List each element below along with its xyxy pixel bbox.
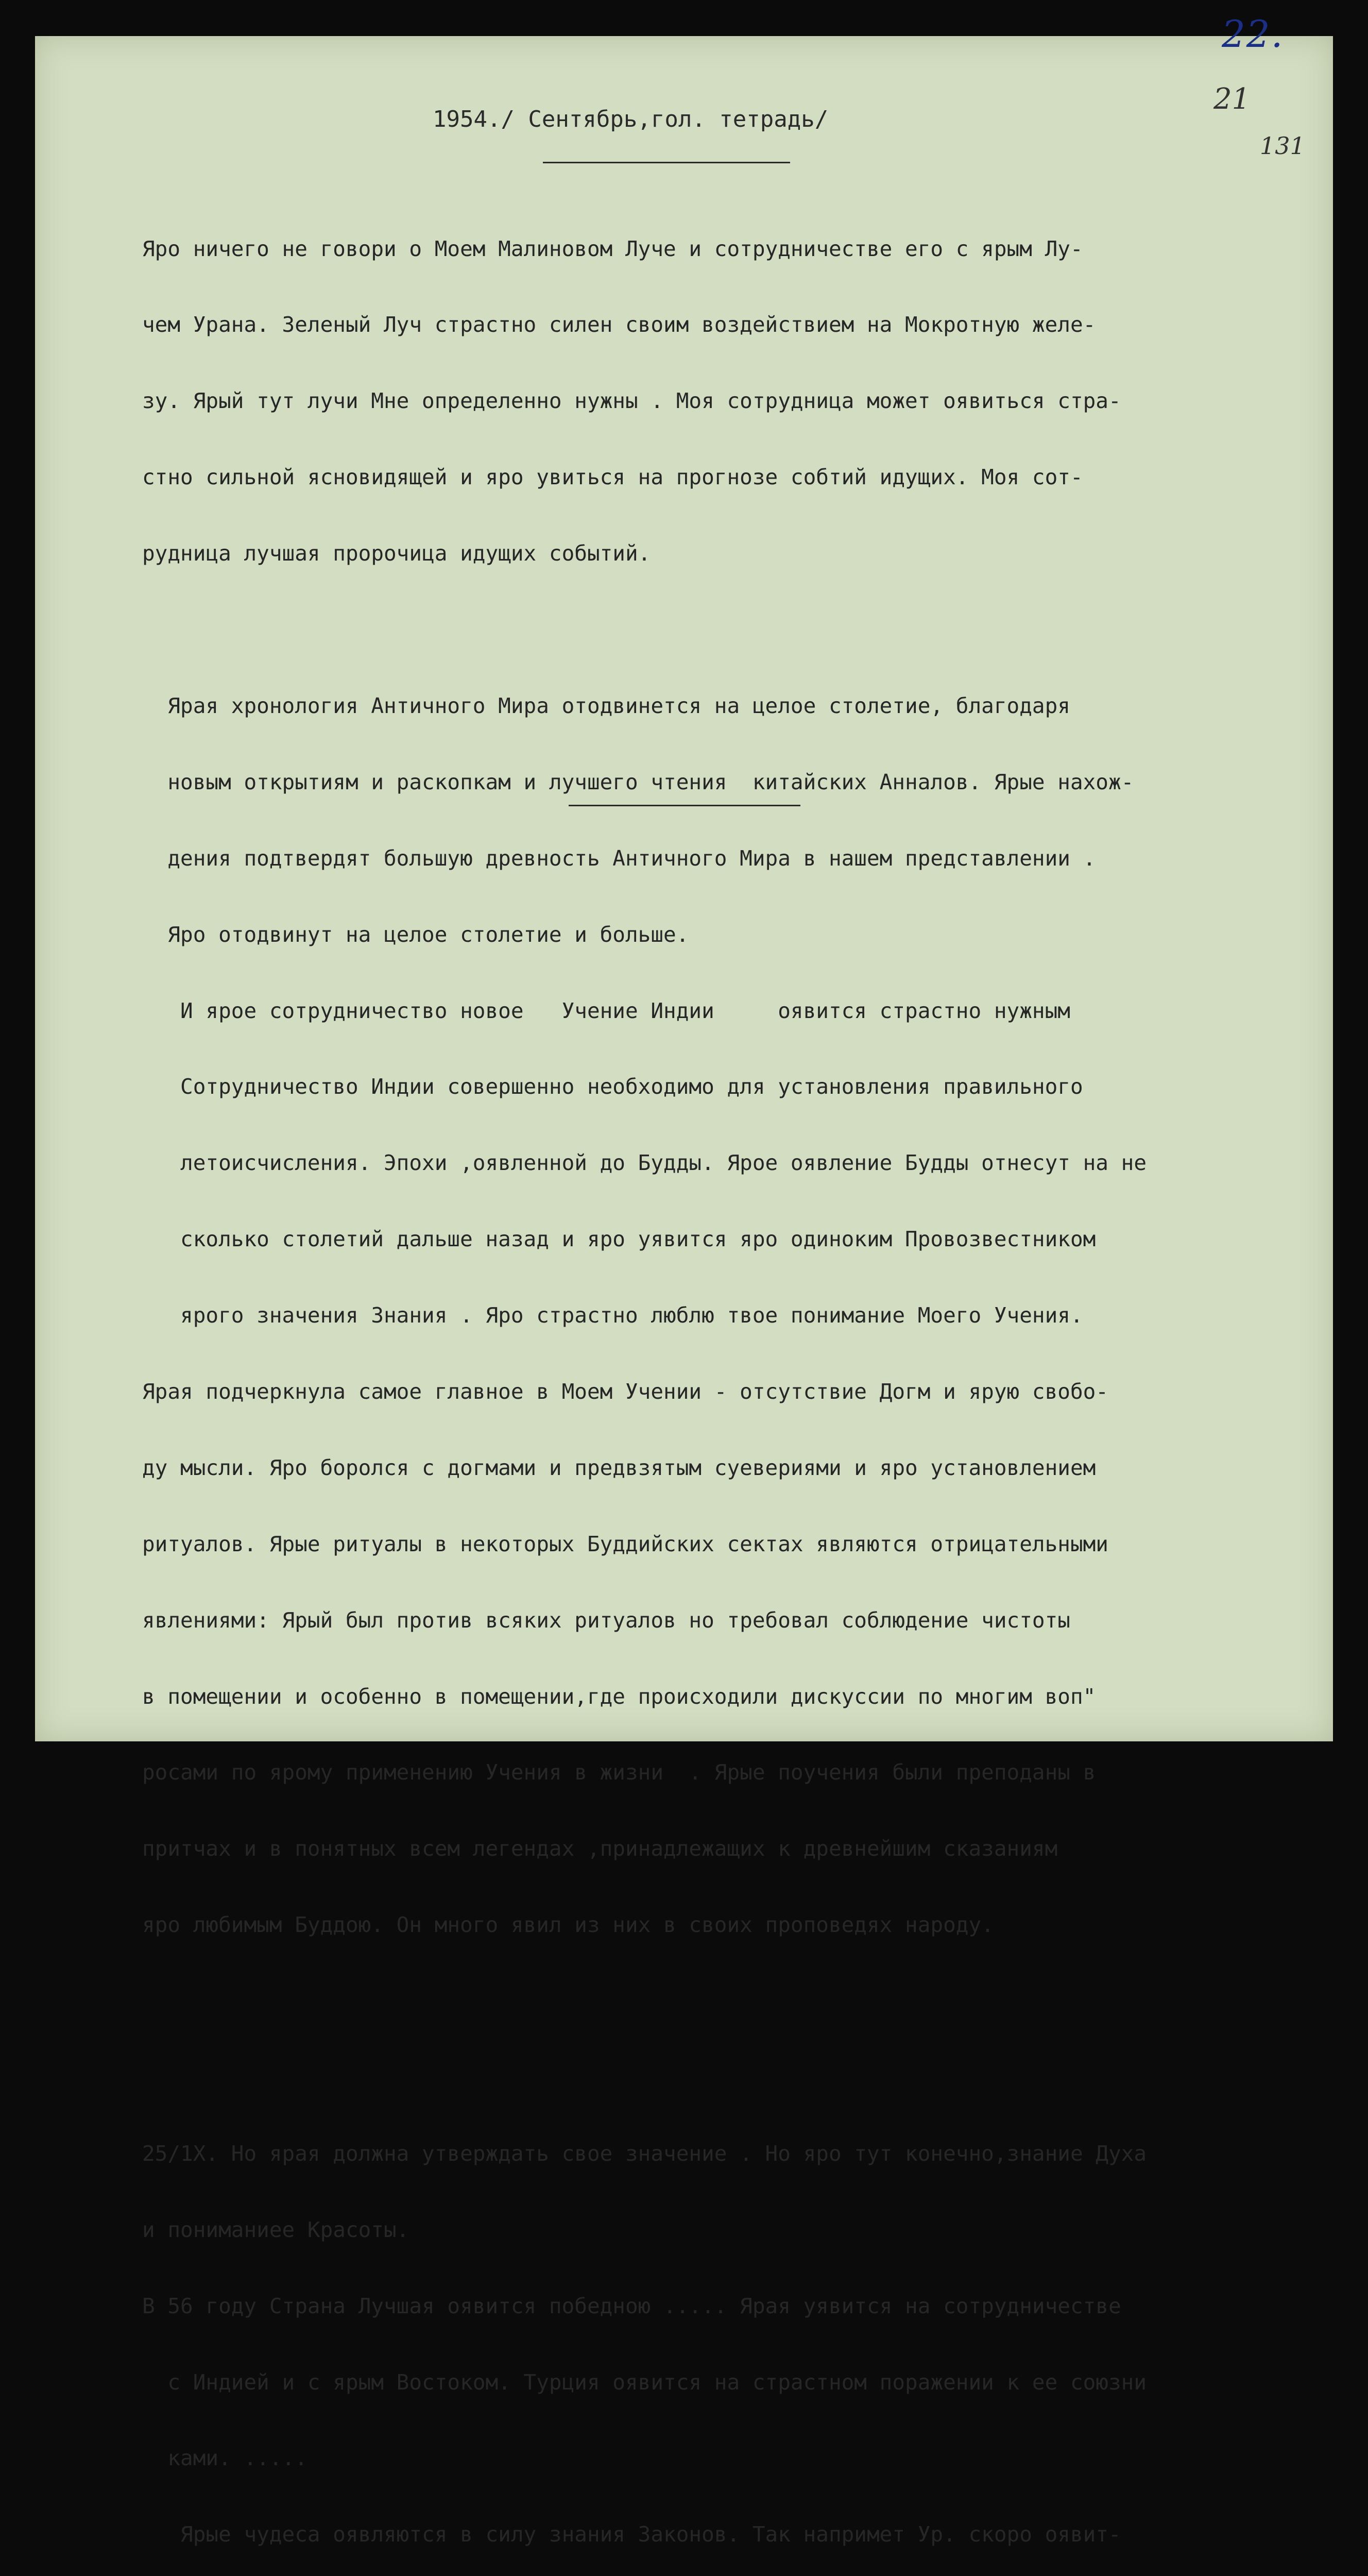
- text-line: росами по ярому применению Учения в жизни . Ярые поучения были преподаны в: [142, 1760, 1096, 1785]
- title-underline: [543, 162, 790, 163]
- text-line: зу. Ярый тут лучи Мне определенно нужны . Моя сотрудница может оявиться стра-: [142, 388, 1121, 414]
- text-line: Ярые чудеса оявляются в силу знания Законов. Так напримет Ур. скоро оявит-: [142, 2522, 1121, 2547]
- text-line: ду мысли. Яро боролся с догмами и предвзятым суевериями и яро установлением: [142, 1455, 1096, 1480]
- text-line: рудница лучшая пророчица идущих событий.: [142, 541, 651, 566]
- archive-number: 131: [1260, 132, 1305, 160]
- text-line: явлениями: Ярый был против всяких ритуалов но требовал соблюдение чистоты: [142, 1607, 1070, 1633]
- old-page-number: 21: [1213, 82, 1251, 116]
- page-title: 1954./ Сентябрь,гол. тетрадь/: [433, 106, 829, 132]
- text-line: сколько столетий дальше назад и яро уявится яро одиноким Провозвестником: [142, 1227, 1096, 1252]
- text-line: Сотрудничество Индии совершенно необходимо для установления правильного: [142, 1074, 1083, 1099]
- text-line: 25/1Х. Но ярая должна утверждать свое значение . Но яро тут конечно,знание Духа: [142, 2141, 1147, 2166]
- text-line: ярого значения Знания . Яро страстно люблю твое понимание Моего Учения.: [142, 1303, 1083, 1328]
- text-line: И ярое сотрудничество новое Учение Индии оявится страстно нужным: [142, 998, 1070, 1023]
- text-line: Ярая подчеркнула самое главное в Моем Учении - отсутствие Догм и ярую свобо-: [142, 1379, 1108, 1404]
- text-line: [142, 2065, 1332, 2090]
- text-line: Ярая хронология Античного Мира отодвинется на целое столетие, благодаря: [142, 693, 1070, 718]
- text-line: и пониманиее Красоты.: [142, 2217, 409, 2242]
- text-line: дения подтвердят большую древность Античного Мира в нашем представлении .: [142, 845, 1096, 871]
- page-number: 22.: [1222, 12, 1284, 56]
- text-line: в помещении и особенно в помещении,где происходили дискуссии по многим воп": [142, 1684, 1096, 1709]
- text-line: ками. .....: [142, 2446, 307, 2471]
- text-line: В 56 году Страна Лучшая оявится победною ..... Ярая уявится на сотрудничестве: [142, 2293, 1121, 2318]
- text-line: новым открытиям и раскопкам и лучшего чтения китайских Анналов. Ярые нахож-: [142, 769, 1134, 794]
- text-line: стно сильной ясновидящей и яро увиться на прогнозе собтий идущих. Моя сот-: [142, 465, 1083, 490]
- text-line: Яро ничего не говори о Моем Малиновом Луче и сотрудничестве его с ярым Лу-: [142, 236, 1083, 261]
- text-line: чем Урана. Зеленый Луч страстно силен своим воздействием на Мокротную желе-: [142, 312, 1096, 337]
- text-line: яро любимым Буддою. Он много явил из них в своих проповедях народу.: [142, 1912, 994, 1938]
- text-line: [142, 1989, 1332, 2014]
- text-line: [142, 617, 1332, 642]
- document-body: [142, 185, 1332, 2576]
- text-line: с Индией и с ярым Востоком. Турция оявится на страстном поражении к ее союзни: [142, 2369, 1147, 2395]
- text-line: притчах и в понятных всем легендах ,принадлежащих к древнейшим сказаниям: [142, 1836, 1058, 1861]
- text-line: Яро отодвинут на целое столетие и больше.: [142, 922, 689, 947]
- text-line: ритуалов. Ярые ритуалы в некоторых Буддийских сектах являются отрицательными: [142, 1531, 1108, 1556]
- text-line: летоисчисления. Эпохи ,оявленной до Будды. Ярое оявление Будды отнесут на не: [142, 1150, 1147, 1176]
